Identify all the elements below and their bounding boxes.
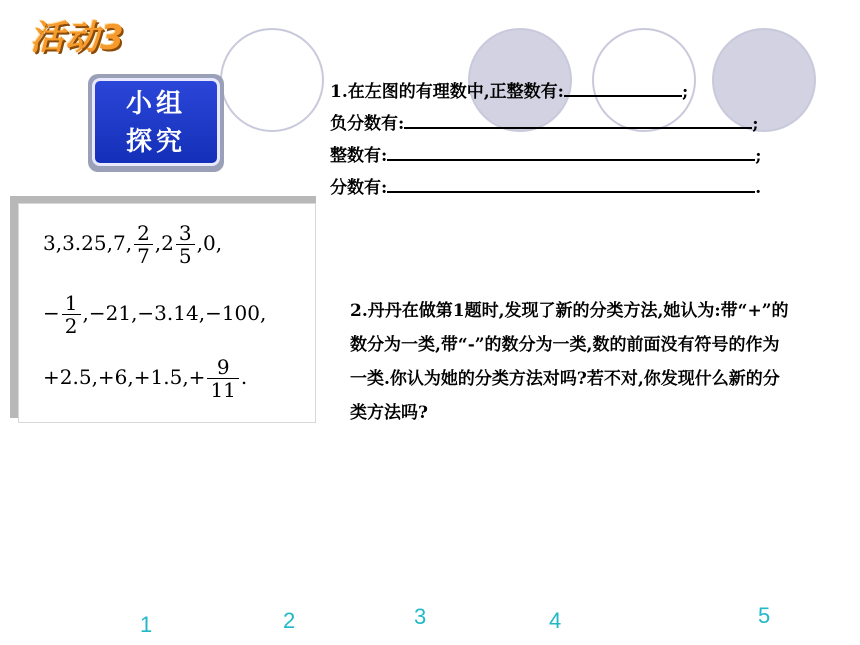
q1-line4-end: . bbox=[755, 178, 762, 198]
row1-text-c: ,0, bbox=[196, 231, 223, 255]
fraction-9-11 bbox=[207, 356, 238, 401]
fraction-denominator: 2 bbox=[64, 314, 78, 338]
question-1 bbox=[330, 76, 762, 204]
numbers-row-3 bbox=[43, 356, 247, 401]
page-number-2[interactable]: 2 bbox=[283, 608, 296, 633]
numbers-box bbox=[18, 203, 316, 423]
fraction-3-5 bbox=[176, 222, 195, 267]
q1-blank-positive-integers[interactable] bbox=[564, 77, 682, 97]
page-number-3[interactable]: 3 bbox=[414, 604, 427, 629]
q1-blank-integers[interactable] bbox=[387, 141, 755, 161]
q1-line1 bbox=[330, 76, 762, 108]
q1-line3-label: 整数有: bbox=[330, 146, 388, 166]
fraction-denominator: 11 bbox=[210, 378, 236, 402]
fraction-numerator: 2 bbox=[134, 222, 153, 245]
q1-line4 bbox=[330, 172, 762, 204]
decor-circle-1 bbox=[220, 28, 324, 132]
activity-title: 活动3 bbox=[30, 18, 125, 58]
row2-minus-sign: − bbox=[43, 301, 60, 325]
fraction-numerator: 3 bbox=[176, 222, 195, 245]
q1-line4-label: 分数有: bbox=[330, 178, 388, 198]
fraction-denominator: 5 bbox=[178, 244, 192, 268]
q1-line1-end: ; bbox=[681, 82, 689, 102]
group-explore-badge bbox=[92, 78, 220, 166]
fraction-numerator: 9 bbox=[207, 356, 238, 379]
q1-line3-end: ; bbox=[755, 146, 762, 166]
question-2: 2.丹丹在做第1题时,发现了新的分类方法,她认为:带“+”的数分为一类,带“-”的数分为一类,数的前面没有符号的作为一类.你认为她的分类方法对吗?若不对,你发现什么新的分类方法吗? bbox=[350, 301, 789, 423]
page-number-4[interactable]: 4 bbox=[549, 608, 562, 633]
page-number-5[interactable]: 5 bbox=[758, 603, 771, 628]
q1-line3 bbox=[330, 140, 762, 172]
fraction-1-2 bbox=[62, 292, 81, 337]
page-number-1[interactable]: 1 bbox=[140, 612, 153, 637]
q1-line2 bbox=[330, 108, 762, 140]
q1-line2-end: ; bbox=[752, 114, 759, 134]
fraction-2-7 bbox=[134, 222, 153, 267]
fraction-denominator: 7 bbox=[137, 244, 150, 268]
q1-blank-negative-fractions[interactable] bbox=[404, 109, 752, 129]
numbers-row-1 bbox=[43, 222, 222, 267]
fraction-numerator: 1 bbox=[62, 292, 81, 315]
row2-text-b: ,−21,−3.14,−100, bbox=[82, 301, 267, 325]
q1-line2-label: 负分数有: bbox=[330, 114, 405, 134]
numbers-row-2 bbox=[43, 292, 266, 337]
q1-line1-label: 1.在左图的有理数中,正整数有: bbox=[330, 82, 564, 102]
row1-text-a: 3,3.25,7, bbox=[43, 231, 133, 255]
badge-line1: 小组 bbox=[125, 89, 186, 119]
q1-blank-fractions[interactable] bbox=[387, 173, 755, 193]
badge-line2: 探究 bbox=[125, 127, 186, 157]
row3-text-a: +2.5,+6,+1.5,+ bbox=[43, 365, 206, 389]
row1-text-b: ,2 bbox=[154, 231, 174, 255]
row3-text-b: . bbox=[240, 365, 248, 389]
